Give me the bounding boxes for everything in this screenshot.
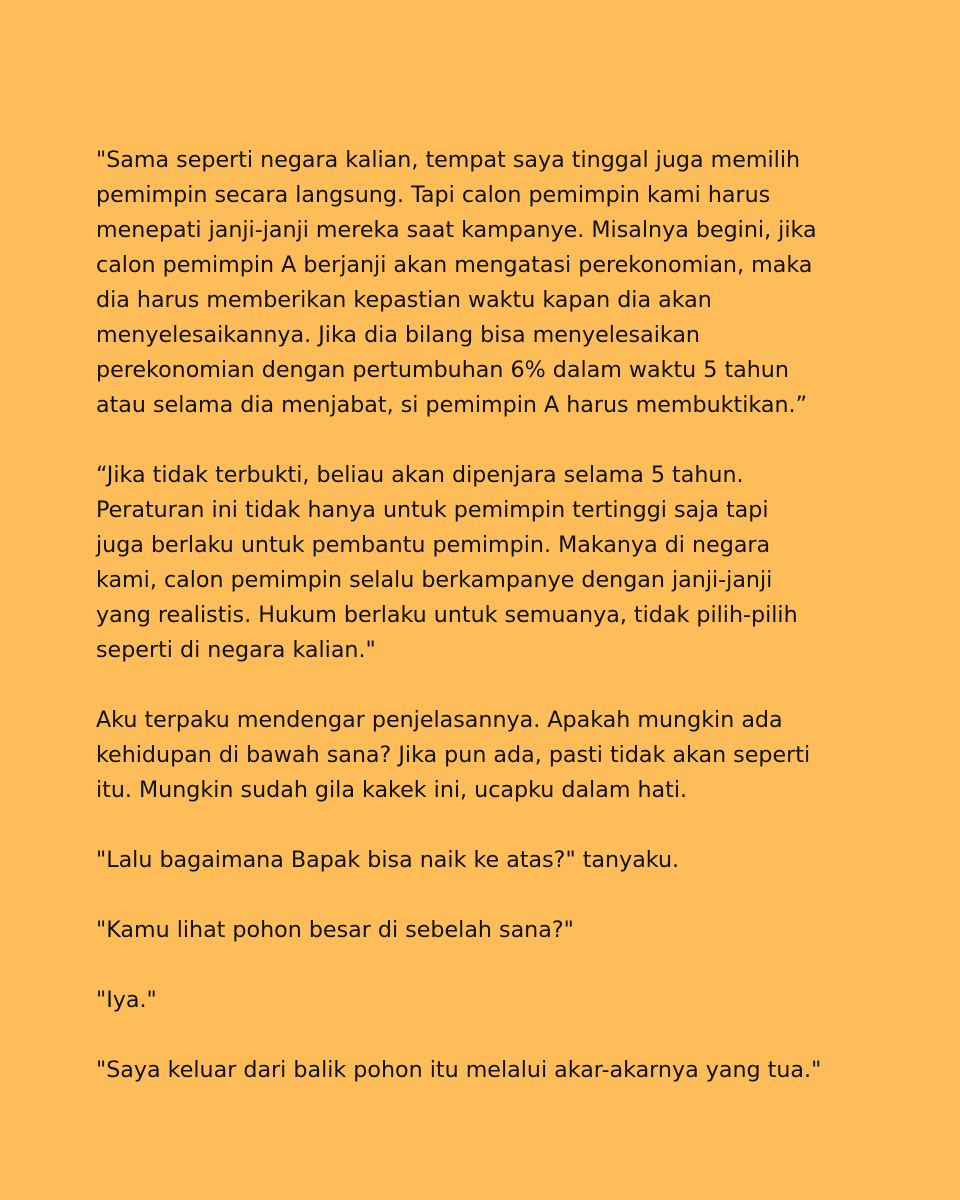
text-line: "Saya keluar dari balik pohon itu melalui akar-akarnya yang tua." — [96, 1057, 822, 1083]
text-line: pemimpin secara langsung. Tapi calon pemimpin kami harus — [96, 182, 771, 208]
paragraph-4 — [96, 843, 876, 878]
text-line: yang realistis. Hukum berlaku untuk semuanya, tidak pilih-pilih — [96, 602, 798, 628]
text-line: kehidupan di bawah sana? Jika pun ada, pasti tidak akan seperti — [96, 742, 811, 768]
text-line: "Lalu bagaimana Bapak bisa naik ke atas?" tanyaku. — [96, 847, 680, 873]
text-line: “Jika tidak terbukti, beliau akan dipenjara selama 5 tahun. — [96, 462, 744, 488]
text-line: atau selama dia menjabat, si pemimpin A harus membuktikan.” — [96, 392, 808, 418]
text-line: itu. Mungkin sudah gila kakek ini, ucapku dalam hati. — [96, 777, 688, 803]
text-line: "Iya." — [96, 987, 157, 1013]
text-line: dia harus memberikan kepastian waktu kapan dia akan — [96, 287, 712, 313]
text-line: kami, calon pemimpin selalu berkampanye dengan janji-janji — [96, 567, 773, 593]
story-text — [96, 143, 876, 1088]
text-line: "Kamu lihat pohon besar di sebelah sana?" — [96, 917, 574, 943]
paragraph-1 — [96, 143, 876, 423]
paragraph-5 — [96, 913, 876, 948]
text-line: perekonomian dengan pertumbuhan 6% dalam waktu 5 tahun — [96, 357, 789, 383]
text-line: juga berlaku untuk pembantu pemimpin. Makanya di negara — [96, 532, 771, 558]
text-line: calon pemimpin A berjanji akan mengatasi perekonomian, maka — [96, 252, 813, 278]
paragraph-7 — [96, 1053, 876, 1088]
text-line: seperti di negara kalian." — [96, 637, 376, 663]
paragraph-6 — [96, 983, 876, 1018]
text-line: Peraturan ini tidak hanya untuk pemimpin tertinggi saja tapi — [96, 497, 769, 523]
text-line: menyelesaikannya. Jika dia bilang bisa menyelesaikan — [96, 322, 700, 348]
text-line: menepati janji-janji mereka saat kampanye. Misalnya begini, jika — [96, 217, 817, 243]
paragraph-3 — [96, 703, 876, 808]
text-line: Aku terpaku mendengar penjelasannya. Apakah mungkin ada — [96, 707, 783, 733]
paragraph-2 — [96, 458, 876, 668]
text-line: "Sama seperti negara kalian, tempat saya tinggal juga memilih — [96, 147, 801, 173]
